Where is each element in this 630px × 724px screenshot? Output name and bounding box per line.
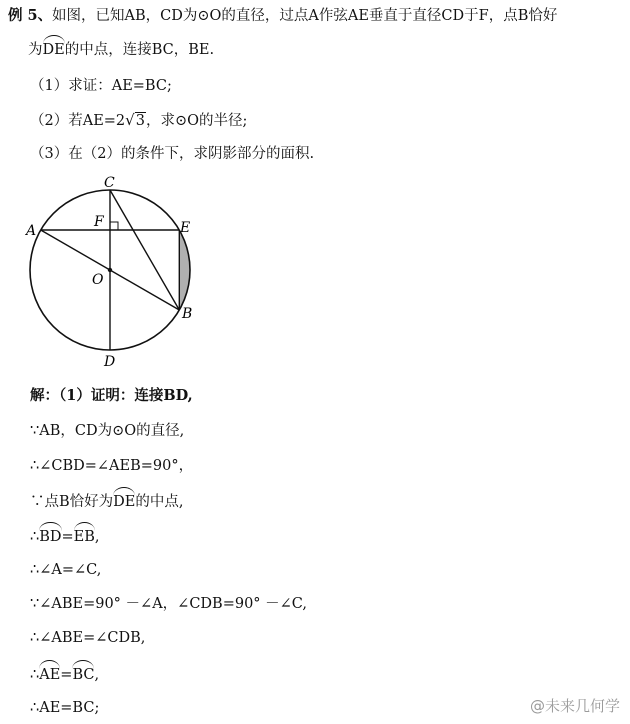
solution-heading: 解：（1）证明：连接BD, bbox=[30, 387, 193, 404]
solution-step-7: ∴∠ABE=∠CDB, bbox=[30, 630, 146, 646]
question-2: （2）若AE=2√3，求⊙O的半径; bbox=[30, 111, 248, 129]
problem-stem-line2: 为DE的中点，连接BC，BE. bbox=[28, 38, 214, 60]
label-b: B bbox=[182, 306, 193, 322]
arc-eb: EB bbox=[74, 525, 95, 547]
chord-cb bbox=[110, 190, 179, 310]
center-dot bbox=[108, 268, 112, 272]
right-angle-mark bbox=[110, 222, 118, 230]
label-o: O bbox=[92, 272, 104, 288]
arc-ae: AE bbox=[39, 663, 60, 685]
solution-step-1: ∵AB，CD为⊙O的直径, bbox=[30, 423, 185, 439]
circle-figure bbox=[20, 172, 210, 372]
label-e: E bbox=[180, 220, 191, 236]
label-a: A bbox=[26, 223, 37, 239]
solution-step-8: ∴AE=BC, bbox=[30, 663, 99, 685]
arc-bc: BC bbox=[72, 663, 94, 685]
label-f: F bbox=[94, 214, 104, 230]
solution-step-9: ∴AE=BC; bbox=[30, 700, 100, 716]
problem-number: 例 5、 bbox=[8, 7, 53, 24]
arc-de-2: DE bbox=[113, 490, 135, 512]
arc-bd: BD bbox=[39, 525, 61, 547]
solution-step-2: ∴∠CBD=∠AEB=90°， bbox=[30, 458, 194, 474]
radicand: 3 bbox=[135, 113, 145, 129]
solution-step-5: ∴∠A=∠C, bbox=[30, 562, 102, 578]
question-1: （1）求证：AE=BC; bbox=[30, 78, 172, 94]
solution-step-3: ∵点B恰好为DE的中点, bbox=[30, 490, 183, 512]
question-3: （3）在（2）的条件下，求阴影部分的面积. bbox=[30, 146, 315, 162]
label-d: D bbox=[104, 354, 116, 370]
label-c: C bbox=[104, 175, 115, 191]
watermark: @未来几何学 bbox=[529, 697, 620, 715]
problem-stem-line1: 如图，已知AB，CD为⊙O的直径，过点A作弦AE垂直于直径CD于F，点B恰好 bbox=[52, 8, 558, 24]
solution-step-6: ∵∠ABE=90° －∠A，∠CDB=90° －∠C, bbox=[30, 596, 307, 612]
solution-step-4: ∴BD=EB, bbox=[30, 525, 100, 547]
arc-de: DE bbox=[43, 38, 65, 60]
